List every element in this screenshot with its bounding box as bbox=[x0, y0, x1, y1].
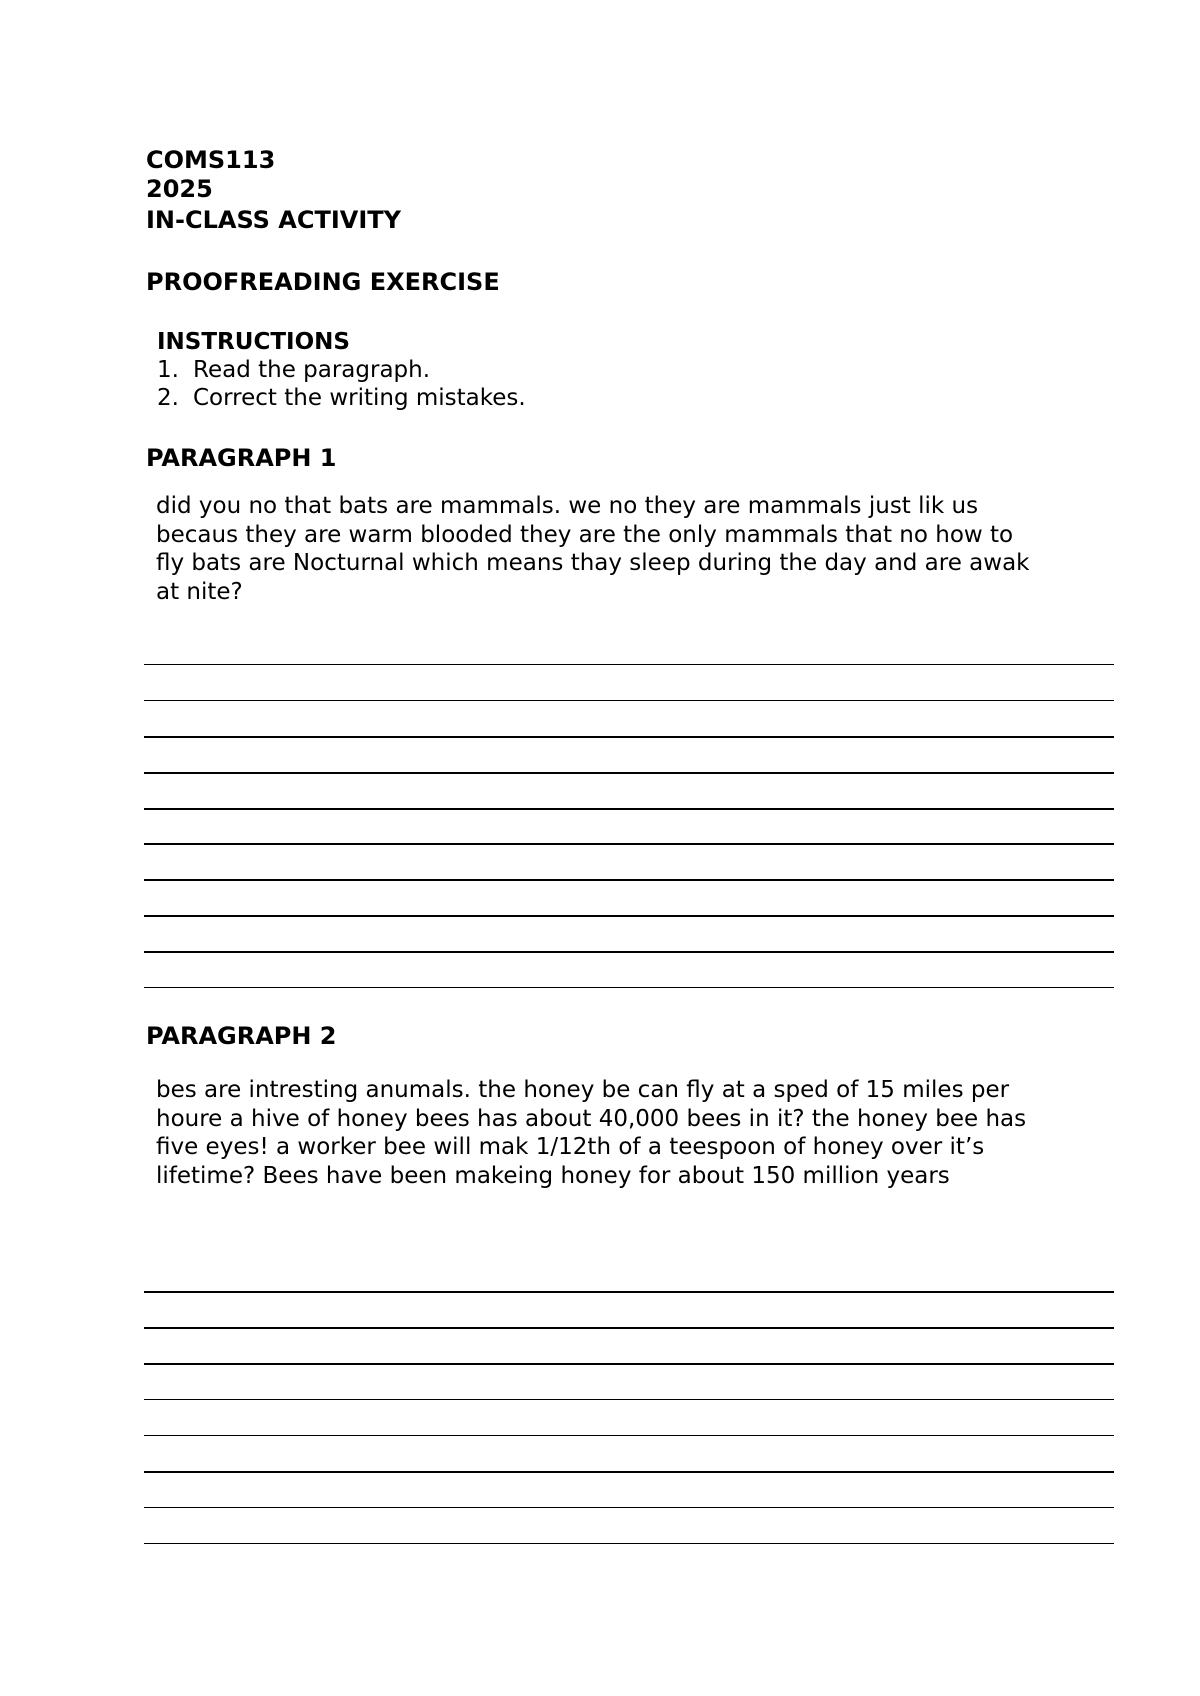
answer-line[interactable] bbox=[144, 879, 1114, 881]
year: 2025 bbox=[146, 175, 213, 203]
answer-line[interactable] bbox=[144, 915, 1114, 917]
paragraph-2-heading: PARAGRAPH 2 bbox=[146, 1022, 337, 1050]
instructions-heading: INSTRUCTIONS bbox=[157, 329, 350, 355]
instruction-number: 1. bbox=[157, 357, 179, 383]
answer-line[interactable] bbox=[144, 664, 1114, 665]
paragraph-2-text: bes are intresting anumals. the honey be can fly at a sped of 15 miles per houre a hive of honey bees has about 40,000 bees in it? the honey bee has five eyes! a worker bee will mak 1/12th of a teespoon of honey over it’s lifetime? Bees have been makeing honey for about 150 million years bbox=[156, 1077, 1027, 1189]
instruction-number: 2. bbox=[157, 385, 179, 411]
answer-line[interactable] bbox=[144, 1291, 1114, 1293]
instruction-text: Read the paragraph. bbox=[193, 357, 431, 383]
answer-line[interactable] bbox=[144, 1327, 1114, 1329]
answer-line[interactable] bbox=[144, 951, 1114, 953]
answer-line[interactable] bbox=[144, 1507, 1114, 1508]
answer-line[interactable] bbox=[144, 700, 1114, 701]
instructions-list bbox=[157, 356, 526, 412]
course-code: COMS113 bbox=[146, 146, 276, 174]
answer-line[interactable] bbox=[144, 1435, 1114, 1436]
answer-line[interactable] bbox=[144, 1363, 1114, 1365]
answer-line[interactable] bbox=[144, 1471, 1114, 1473]
exercise-title: PROOFREADING EXERCISE bbox=[146, 268, 500, 296]
answer-line[interactable] bbox=[144, 736, 1114, 738]
answer-line[interactable] bbox=[144, 808, 1114, 810]
paragraph-1-text: did you no that bats are mammals. we no they are mammals just lik us becaus they are warm blooded they are the only mammals that no how to fly bats are Nocturnal which means thay sleep during the day and are awak at nite? bbox=[156, 493, 1030, 605]
answer-line[interactable] bbox=[144, 1399, 1114, 1400]
answer-line[interactable] bbox=[144, 987, 1114, 988]
instruction-item bbox=[157, 384, 526, 412]
activity-type: IN-CLASS ACTIVITY bbox=[146, 206, 402, 234]
instruction-text: Correct the writing mistakes. bbox=[193, 385, 526, 411]
answer-line[interactable] bbox=[144, 1543, 1114, 1544]
paragraph-1-heading: PARAGRAPH 1 bbox=[146, 444, 337, 472]
answer-line[interactable] bbox=[144, 772, 1114, 774]
answer-line[interactable] bbox=[144, 843, 1114, 845]
instruction-item bbox=[157, 356, 526, 384]
